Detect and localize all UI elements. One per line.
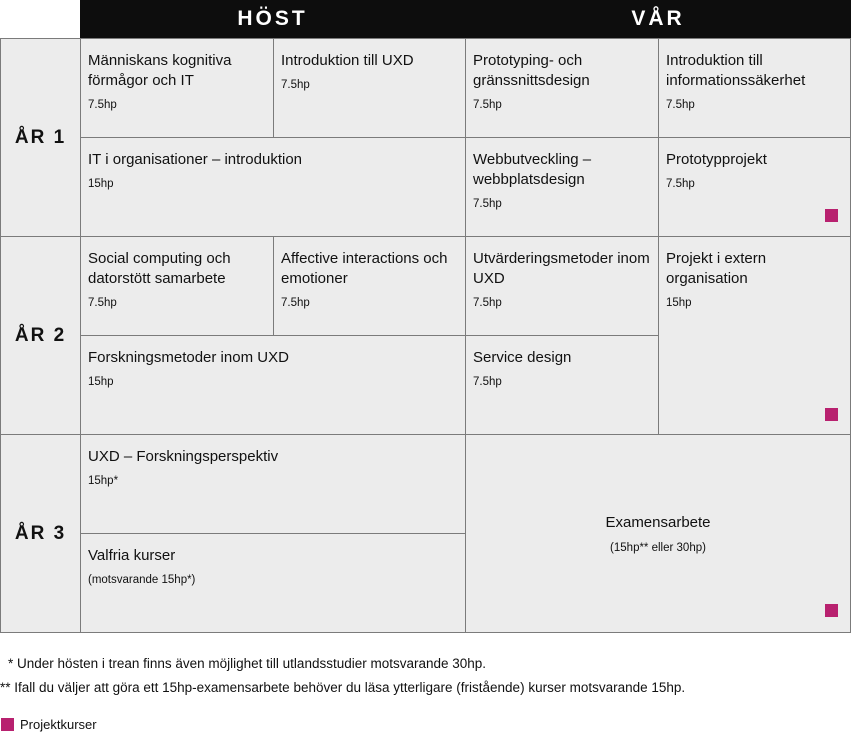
course-credits: 7.5hp xyxy=(281,297,310,309)
course-credits: 7.5hp xyxy=(473,99,502,111)
footnote xyxy=(8,655,486,673)
course-cell xyxy=(465,335,659,435)
year-label-3: ÅR 3 xyxy=(0,434,81,633)
footnote-text: Ifall du väljer att göra ett 15hp-examensarbete behöver du läsa ytterligare (fristående) kurser motsvarande 15hp. xyxy=(14,680,686,695)
project-marker xyxy=(1,718,14,731)
course-credits: 7.5hp xyxy=(473,198,502,210)
course-cell xyxy=(80,137,466,237)
course-title: Affective interactions och emotioner xyxy=(281,250,448,287)
legend xyxy=(1,717,97,732)
course-title: Utvärderingsmetoder inom UXD xyxy=(473,250,650,287)
course-title: Projekt i extern organisation xyxy=(666,250,767,287)
course-cell xyxy=(465,236,659,336)
course-cell xyxy=(273,236,466,336)
footnote xyxy=(0,679,685,697)
course-title: Webbutveckling – webbplatsdesign xyxy=(473,151,592,188)
header-spring: VÅR xyxy=(465,0,851,38)
course-title: Människans kognitiva förmågor och IT xyxy=(88,52,232,89)
course-title: Service design xyxy=(473,349,572,366)
footnote-mark: * xyxy=(8,656,14,671)
footnote-mark: ** xyxy=(0,680,11,695)
legend-label: Projektkurser xyxy=(20,717,97,732)
course-cell xyxy=(465,434,851,633)
course-credits: 7.5hp xyxy=(88,99,117,111)
header-autumn: HÖST xyxy=(80,0,465,38)
course-cell xyxy=(658,38,851,138)
course-credits: 15hp* xyxy=(88,475,119,487)
course-title: Social computing och datorstött samarbete xyxy=(88,250,231,287)
year-label-1: ÅR 1 xyxy=(0,38,81,237)
course-cell xyxy=(80,533,466,633)
course-cell xyxy=(465,137,659,237)
course-title: UXD – Forskningsperspektiv xyxy=(88,448,279,465)
course-cell xyxy=(658,236,851,435)
course-cell xyxy=(273,38,466,138)
course-credits: 15hp xyxy=(666,297,692,309)
course-title: Valfria kurser xyxy=(88,547,176,564)
course-title: IT i organisationer – introduktion xyxy=(88,151,303,168)
course-credits: 7.5hp xyxy=(666,178,695,190)
course-cell xyxy=(80,236,274,336)
course-credits: 7.5hp xyxy=(473,376,502,388)
course-title: Introduktion till UXD xyxy=(281,52,414,69)
course-title: Examensarbete xyxy=(605,514,711,531)
course-cell xyxy=(80,434,466,534)
project-marker xyxy=(825,209,838,222)
course-cell xyxy=(658,137,851,237)
year-label-2: ÅR 2 xyxy=(0,236,81,435)
footnote-text: Under hösten i trean finns även möjlighet till utlandsstudier motsvarande 30hp. xyxy=(17,656,487,671)
course-title: Introduktion till informationssäkerhet xyxy=(666,52,806,89)
course-credits: 15hp xyxy=(88,376,114,388)
course-credits: 7.5hp xyxy=(473,297,502,309)
course-credits: 15hp xyxy=(88,178,114,190)
project-marker xyxy=(825,604,838,617)
course-cell xyxy=(80,38,274,138)
course-credits: (15hp** eller 30hp) xyxy=(610,542,706,554)
course-title: Forskningsmetoder inom UXD xyxy=(88,349,289,366)
course-credits: (motsvarande 15hp*) xyxy=(88,574,196,586)
course-cell xyxy=(465,38,659,138)
course-title: Prototypprojekt xyxy=(666,151,767,168)
course-credits: 7.5hp xyxy=(88,297,117,309)
course-credits: 7.5hp xyxy=(281,79,310,91)
course-cell xyxy=(80,335,466,435)
project-marker xyxy=(825,408,838,421)
course-title: Prototyping- och gränssnittsdesign xyxy=(473,52,590,89)
course-credits: 7.5hp xyxy=(666,99,695,111)
